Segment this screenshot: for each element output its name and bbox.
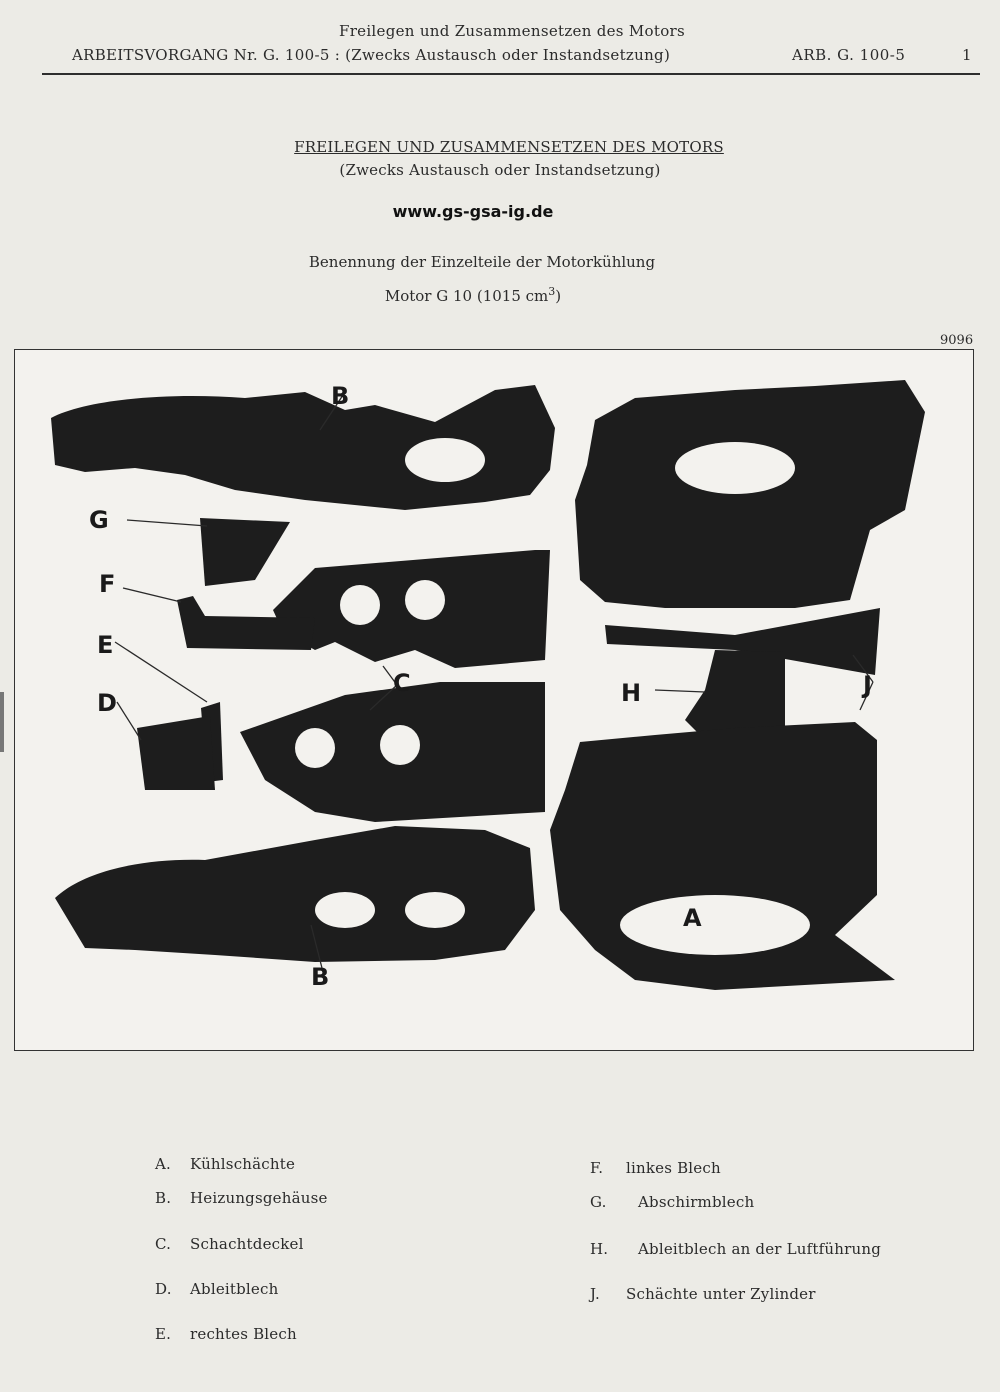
running-header-reference: ARB. G. 100-5 — [792, 46, 906, 64]
page-number: 1 — [962, 46, 972, 64]
label-b-top: B — [331, 382, 350, 410]
legend-text: Schachtdeckel — [190, 1235, 304, 1253]
legend-letter: H. — [590, 1240, 609, 1258]
label-c-upper: C — [393, 669, 411, 697]
legend-text: rechtes Blech — [190, 1325, 297, 1343]
label-e: E — [97, 631, 114, 659]
legend-letter: E. — [155, 1325, 172, 1343]
legend-letter: C. — [155, 1235, 172, 1253]
label-a-bottom: A — [683, 904, 702, 932]
figure-caption: Benennung der Einzelteile der Motorkühlung — [308, 253, 656, 271]
website-url: www.gs-gsa-ig.de — [392, 202, 554, 221]
header-rule — [42, 73, 980, 75]
legend-text: Ableitblech — [190, 1280, 279, 1298]
label-b-bottom: B — [311, 963, 330, 991]
running-header-procedure: ARBEITSVORGANG Nr. G. 100-5 : (Zwecks Austausch oder Instandsetzung) — [72, 46, 671, 64]
legend-letter: D. — [155, 1280, 172, 1298]
deflector-sheet — [137, 716, 215, 790]
legend-text: Schächte unter Zylinder — [626, 1285, 816, 1303]
figure-number: 9096 — [940, 333, 974, 348]
legend-letter: J. — [590, 1285, 601, 1303]
label-h: H — [621, 679, 642, 707]
label-a-top: A — [694, 452, 713, 480]
heater-housing-bottom — [55, 826, 535, 962]
heater-housing-top — [51, 385, 555, 510]
label-d: D — [97, 689, 117, 717]
cooling-duct-top — [575, 380, 925, 608]
document-title: FREILEGEN UND ZUSAMMENSETZEN DES MOTORS — [294, 138, 724, 156]
binding-mark — [0, 692, 4, 752]
motor-text-end: ) — [555, 287, 562, 305]
label-j: J — [863, 671, 872, 699]
legend-text: Abschirmblech — [638, 1193, 755, 1211]
label-f: F — [99, 570, 116, 598]
shield-plate — [200, 518, 290, 586]
running-header-title: Freilegen und Zusammensetzen des Motors — [338, 22, 685, 40]
legend-letter: B. — [155, 1189, 172, 1207]
motor-superscript: 3 — [548, 285, 556, 298]
legend-text: linkes Blech — [626, 1159, 721, 1177]
motor-text: Motor G 10 (1015 cm — [384, 287, 549, 305]
legend-text: Ableitblech an der Luftführung — [638, 1240, 881, 1258]
legend-text: Heizungsgehäuse — [190, 1189, 328, 1207]
label-g: G — [89, 506, 109, 534]
legend-text: Kühlschächte — [190, 1155, 296, 1173]
parts-photo-drawing — [15, 350, 973, 1050]
motor-designation — [0, 285, 946, 305]
legend-letter: A. — [155, 1155, 172, 1173]
legend-letter: G. — [590, 1193, 607, 1211]
document-subtitle: (Zwecks Austausch oder Instandsetzung) — [339, 161, 661, 179]
legend-letter: F. — [590, 1159, 604, 1177]
parts-photograph — [14, 349, 974, 1051]
